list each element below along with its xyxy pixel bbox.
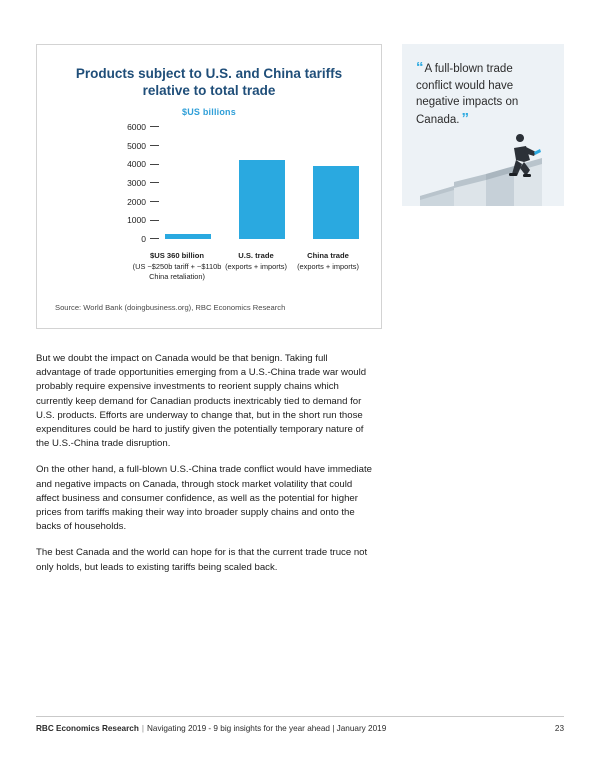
y-axis <box>93 122 159 244</box>
chart-source: Source: World Bank (doingbusiness.org), RBC Economics Research <box>55 303 286 312</box>
body-paragraph-2: On the other hand, a full-blown U.S.-China trade conflict would have immediate and negative impacts on Canada, through stock market volatility that could affect business and consumer confidence, as well as the potential for higher prices from tariffs making their way into broader supply chains and onto the backs of households. <box>36 464 372 533</box>
x-label-sub: (US ~$250b tariff + ~$110b China retaliation) <box>132 262 222 281</box>
y-tick-label: 0 <box>141 234 146 244</box>
chart-subtitle: $US billions <box>182 107 236 117</box>
footer-page-number: 23 <box>554 724 564 733</box>
pull-quote-text <box>416 60 550 128</box>
y-tick-3000 <box>127 178 159 188</box>
y-tick-0 <box>141 234 159 244</box>
footer-left <box>36 724 386 733</box>
y-tick-dash <box>150 201 159 202</box>
quote-open-icon: “ <box>416 59 423 76</box>
y-tick-dash <box>150 238 159 239</box>
pull-quote-card <box>402 44 564 206</box>
footer-brand: RBC Economics Research <box>36 724 139 733</box>
x-label-main: U.S. trade <box>238 251 274 260</box>
chart-card <box>36 44 382 329</box>
y-tick-dash <box>150 126 159 127</box>
y-tick-label: 2000 <box>127 196 146 207</box>
quote-close-icon: ” <box>461 109 468 127</box>
y-tick-1000 <box>127 215 159 225</box>
x-label-us-trade <box>215 251 297 272</box>
y-tick-label: 5000 <box>127 140 146 151</box>
x-label-sub: (exports + imports) <box>225 262 287 272</box>
x-label-china-trade <box>287 251 369 272</box>
page-footer <box>36 716 564 744</box>
y-tick-dash <box>150 220 159 221</box>
y-tick-dash <box>150 164 159 165</box>
bar-tariffed-products <box>165 234 211 239</box>
top-row <box>36 44 564 329</box>
y-tick-dash <box>150 145 159 146</box>
quote-body: A full-blown trade conflict would have negative impacts on Canada. <box>416 63 519 126</box>
y-tick-label: 1000 <box>127 215 146 226</box>
x-label-main: $US 360 billion <box>149 251 205 260</box>
bar-group <box>161 127 361 239</box>
bar-china-trade <box>313 166 359 239</box>
x-label-main: China trade <box>307 251 349 260</box>
y-tick-6000 <box>127 122 159 132</box>
x-label-sub: (exports + imports) <box>297 262 359 272</box>
chart-title: Products subject to U.S. and China tariffs relative to total trade <box>75 66 343 98</box>
y-tick-2000 <box>127 197 159 207</box>
body-paragraph-1: But we doubt the impact on Canada would be that benign. Taking full advantage of trade opportunities emerging from a U.S.-China trade war would probably require expensive investments to reorient supply chains which currently keep demand for Canadian products inextricably tied to demand for U.S. products. Efforts are underway to change that, but in the short run those expenditures could be hard to justify given the potentially temporary nature of the U.S.-China trade disruption. <box>36 353 367 450</box>
y-tick-label: 3000 <box>127 178 146 188</box>
y-tick-label: 6000 <box>127 122 146 132</box>
y-tick-5000 <box>127 141 159 151</box>
body-text <box>36 352 374 587</box>
footer-separator: | <box>141 724 144 733</box>
body-paragraph-3: The best Canada and the world can hope for is that the current trade truce not only holds, but leads to existing tariffs being scaled back. <box>36 547 368 573</box>
y-tick-4000 <box>127 159 159 169</box>
bar-us-trade <box>239 160 285 239</box>
x-label-tariffed-products <box>129 251 225 281</box>
footer-document-title: Navigating 2019 - 9 big insights for the year ahead | January 2019 <box>146 724 387 733</box>
y-tick-label: 4000 <box>127 159 146 170</box>
businessman-climbing-stairs-icon <box>402 134 564 206</box>
y-tick-dash <box>150 182 159 183</box>
chart-plot-area <box>37 122 381 249</box>
